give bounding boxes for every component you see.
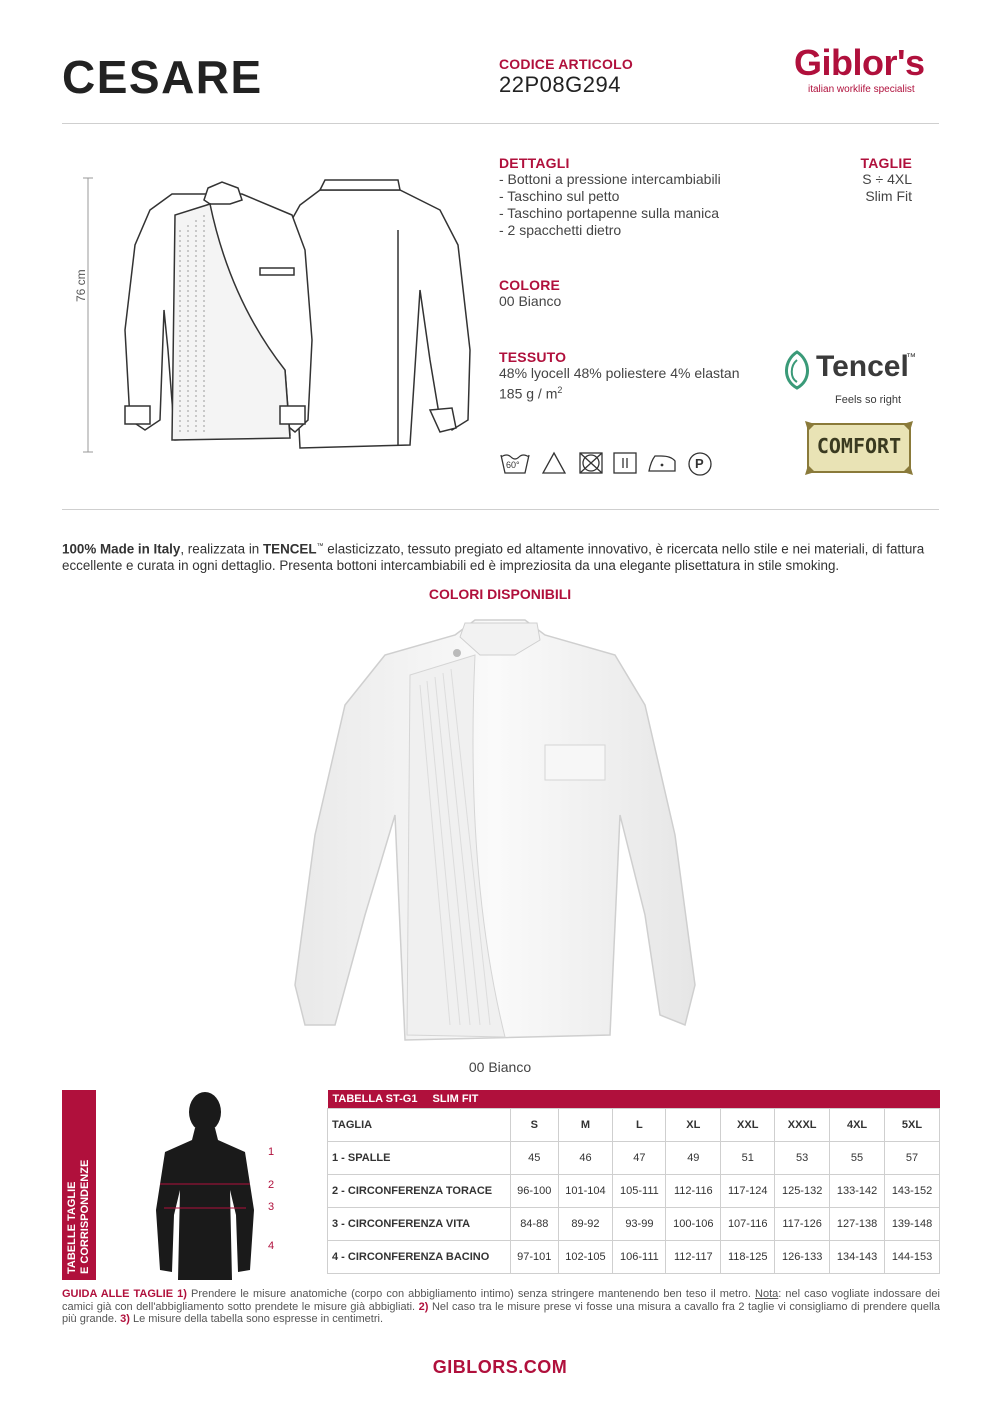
color-value: 00 Bianco	[499, 293, 562, 309]
guide-text: Prendere le misure anatomiche (corpo con abbigliamento intimo) senza stringere mantenendo ben teso il metro.	[186, 1288, 756, 1300]
fabric-weight-value: 185 g / m	[499, 385, 558, 402]
detail-item: - Taschino sul petto	[499, 188, 620, 204]
guide-text: Nel caso tra le misure prese vi fosse una misura a cavallo fra 2 taglie vi consigliamo di prendere quella più grande.	[62, 1300, 940, 1325]
table-cell: 84-88	[511, 1207, 559, 1240]
footer-url[interactable]: GIBLORS.COM	[432, 1357, 568, 1377]
body-silhouette	[150, 1090, 260, 1280]
table-title: TABELLA ST-G1	[332, 1092, 418, 1105]
table-cell: 55	[830, 1141, 885, 1174]
table-cell: 144-153	[885, 1240, 940, 1273]
table-cell: 133-142	[830, 1174, 885, 1207]
color-swatch-name: 00 Bianco	[468, 1059, 532, 1075]
taglia-label: TAGLIA	[328, 1108, 511, 1141]
color-label: COLORE	[499, 277, 561, 293]
tencel-tm: ™	[906, 352, 916, 363]
table-row	[328, 1141, 940, 1174]
tencel-word: Tencel	[816, 350, 909, 383]
tencel-brand: TENCEL	[262, 541, 317, 557]
size-col: 5XL	[885, 1108, 940, 1141]
table-cell: 118-125	[721, 1240, 775, 1273]
tencel-leaf-icon	[780, 350, 814, 390]
fabric-label: TESSUTO	[499, 349, 567, 365]
fabric-block	[499, 349, 739, 403]
size-guide	[62, 1288, 940, 1326]
brand-tagline: italian worklife specialist	[808, 84, 915, 95]
sizes-block	[861, 155, 913, 205]
table-cell: 107-116	[721, 1207, 775, 1240]
no-tumble-dry-icon	[578, 451, 604, 475]
table-cell: 97-101	[511, 1240, 559, 1273]
table-row	[328, 1174, 940, 1207]
size-tables-band	[62, 1090, 96, 1280]
tencel-badge	[780, 348, 915, 413]
table-cell: 139-148	[885, 1207, 940, 1240]
marker-4: 4	[268, 1240, 275, 1252]
fabric-weight-sup: 2	[557, 385, 563, 395]
sizes-range: S ÷ 4XL	[862, 171, 912, 187]
details-block	[499, 155, 721, 239]
table-header	[328, 1090, 940, 1108]
table-cell: 106-111	[613, 1240, 666, 1273]
description-part1: , realizzata in	[180, 541, 263, 557]
size-col: XL	[666, 1108, 721, 1141]
product-photo	[275, 615, 725, 1055]
table-cell: 102-105	[558, 1240, 613, 1273]
marker-1: 1	[268, 1146, 275, 1158]
band-line-2: E CORRISPONDENZE	[79, 1159, 91, 1274]
size-col: L	[613, 1108, 666, 1141]
row-label: 3 - CIRCONFERENZA VITA	[328, 1207, 511, 1240]
comfort-label: COMFORT	[816, 434, 902, 458]
table-row	[328, 1207, 940, 1240]
fabric-composition: 48% lyocell 48% poliestere 4% elastan	[499, 365, 740, 381]
table-cell: 51	[721, 1141, 775, 1174]
comfort-badge	[805, 421, 913, 475]
table-cell: 47	[613, 1141, 666, 1174]
size-col: XXXL	[775, 1108, 830, 1141]
table-cell: 101-104	[558, 1174, 613, 1207]
row-label: 2 - CIRCONFERENZA TORACE	[328, 1174, 511, 1207]
table-cell: 53	[775, 1141, 830, 1174]
tencel-brand-tm: ™	[316, 543, 324, 550]
wash-temp: 60°	[506, 460, 520, 470]
divider	[62, 509, 939, 510]
table-cell: 125-132	[775, 1174, 830, 1207]
dimension-label: 76 cm	[74, 269, 88, 302]
table-cell: 46	[558, 1141, 613, 1174]
table-cell: 117-126	[775, 1207, 830, 1240]
table-fit: SLIM FIT	[432, 1092, 479, 1105]
marker-2: 2	[268, 1179, 275, 1191]
table-cell: 143-152	[885, 1174, 940, 1207]
sizes-fit: Slim Fit	[865, 188, 912, 204]
detail-item: - Taschino portapenne sulla manica	[499, 205, 719, 221]
bleach-icon	[541, 451, 567, 475]
pro-clean-letter: P	[695, 456, 704, 471]
technical-drawing	[80, 170, 480, 460]
detail-item: - Bottoni a pressione intercambiabili	[499, 171, 721, 187]
table-cell: 112-116	[666, 1174, 721, 1207]
guide-num: 1)	[177, 1288, 187, 1300]
table-cell: 112-117	[666, 1240, 721, 1273]
guide-text: Le misure della tabella sono espresse in centimetri.	[129, 1313, 384, 1325]
table-cell: 96-100	[511, 1174, 559, 1207]
row-label: 1 - SPALLE	[328, 1141, 511, 1174]
table-row	[328, 1240, 940, 1273]
available-colors-title: COLORI DISPONIBILI	[428, 586, 572, 602]
size-col: 4XL	[830, 1108, 885, 1141]
table-cell: 49	[666, 1141, 721, 1174]
table-cell: 93-99	[613, 1207, 666, 1240]
divider	[62, 123, 939, 124]
table-cell: 126-133	[775, 1240, 830, 1273]
size-col: M	[558, 1108, 613, 1141]
table-row	[328, 1108, 940, 1141]
table-cell: 105-111	[613, 1174, 666, 1207]
guide-title: GUIDA ALLE TAGLIE	[62, 1288, 174, 1300]
table-cell: 127-138	[830, 1207, 885, 1240]
code-value: 22P08G294	[499, 72, 621, 97]
brand-logo: Giblor's	[794, 42, 925, 83]
guide-num: 3)	[120, 1313, 130, 1325]
row-label: 4 - CIRCONFERENZA BACINO	[328, 1240, 511, 1273]
product-title: CESARE	[62, 51, 263, 103]
table-cell: 57	[885, 1141, 940, 1174]
fabric-weight	[499, 382, 739, 403]
line-dry-icon	[613, 451, 637, 475]
details-label: DETTAGLI	[499, 155, 570, 171]
code-label: CODICE ARTICOLO	[499, 56, 633, 72]
size-col: XXL	[721, 1108, 775, 1141]
guide-text: : nel caso vogliate indossare dei camici già con dell'abbigliamento sotto prendete le misure già abbigliati.	[62, 1288, 940, 1313]
iron-icon	[645, 451, 679, 475]
table-cell: 100-106	[666, 1207, 721, 1240]
guide-note: Nota	[755, 1288, 779, 1300]
table-cell: 45	[511, 1141, 559, 1174]
table-cell: 117-124	[721, 1174, 775, 1207]
sizes-label: TAGLIE	[860, 155, 912, 171]
made-in-italy: 100% Made in Italy	[62, 541, 181, 557]
color-block	[499, 277, 561, 310]
tencel-tagline: Feels so right	[835, 394, 902, 406]
size-col: S	[511, 1108, 559, 1141]
size-table	[327, 1090, 940, 1274]
detail-item: - 2 spacchetti dietro	[499, 222, 622, 238]
description-part2: elasticizzato, tessuto pregiato ed altamente innovativo, è ricercata nello stile e nei materiali, di fattura eccellente e curata in ogni dettaglio. Presenta bottoni intercambiabili ed è impreziosita da una elegante plisettatura in stile smoking.	[62, 541, 925, 574]
band-line-1: TABELLE TAGLIE	[66, 1181, 78, 1274]
marker-3: 3	[268, 1201, 275, 1213]
table-cell: 89-92	[558, 1207, 613, 1240]
product-description	[62, 538, 942, 574]
table-cell: 134-143	[830, 1240, 885, 1273]
guide-num: 2)	[418, 1300, 429, 1313]
